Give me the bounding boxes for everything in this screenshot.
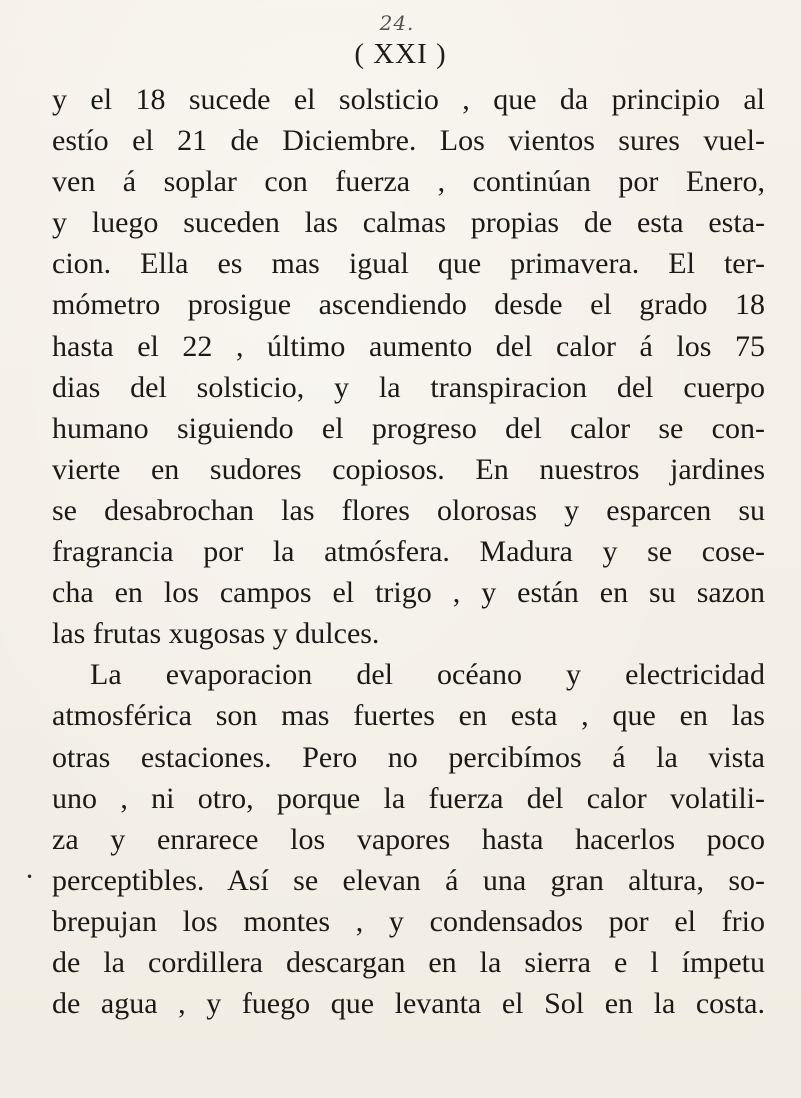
margin-mark: • xyxy=(26,870,34,884)
text-line: hasta el 22 , último aumento del calor á los 75 xyxy=(52,329,765,363)
paragraph-end-line: las frutas xugosas y dulces. xyxy=(52,617,380,651)
body-text xyxy=(52,79,765,1024)
text-line: atmosférica son mas fuertes en esta , que en las xyxy=(52,699,765,733)
text-line: mómetro prosigue ascendiendo desde el grado 18 xyxy=(52,288,765,322)
page-number: ( XXI ) xyxy=(354,38,447,70)
text-line: cha en los campos el trigo , y están en su sazon xyxy=(52,576,765,610)
paragraph-start-line: La evaporacion del océano y electricidad xyxy=(90,658,765,692)
text-line: vierte en sudores copiosos. En nuestros jardines xyxy=(52,452,765,486)
text-line: ven á soplar con fuerza , continúan por Enero, xyxy=(52,165,765,199)
text-line: uno , ni otro, porque la fuerza del calor volatili- xyxy=(52,781,765,815)
text-line: brepujan los montes , y condensados por el frio xyxy=(52,904,765,938)
text-line: de agua , y fuego que levanta el Sol en la costa. xyxy=(52,987,765,1021)
text-line: se desabrochan las flores olorosas y esparcen su xyxy=(52,493,765,527)
text-line: dias del solsticio, y la transpiracion del cuerpo xyxy=(52,370,765,404)
text-line: otras estaciones. Pero no percibímos á la vista xyxy=(52,740,765,774)
handwritten-folio-note: 24. xyxy=(379,11,415,35)
text-line: fragrancia por la atmósfera. Madura y se cose- xyxy=(52,535,765,569)
text-line: perceptibles. Así se elevan á una gran altura, so- xyxy=(52,863,765,897)
text-line: y el 18 sucede el solsticio , que da principio al xyxy=(52,83,765,116)
text-line: estío el 21 de Diciembre. Los vientos sures vuel- xyxy=(52,124,765,158)
text-line: de la cordillera descargan en la sierra e l ímpetu xyxy=(52,945,765,979)
text-line: humano siguiendo el progreso del calor se con- xyxy=(52,411,765,445)
text-line: za y enrarece los vapores hasta hacerlos poco xyxy=(52,822,765,856)
text-line: cion. Ella es mas igual que primavera. El ter- xyxy=(52,247,765,281)
text-line: y luego suceden las calmas propias de esta esta- xyxy=(52,206,765,240)
